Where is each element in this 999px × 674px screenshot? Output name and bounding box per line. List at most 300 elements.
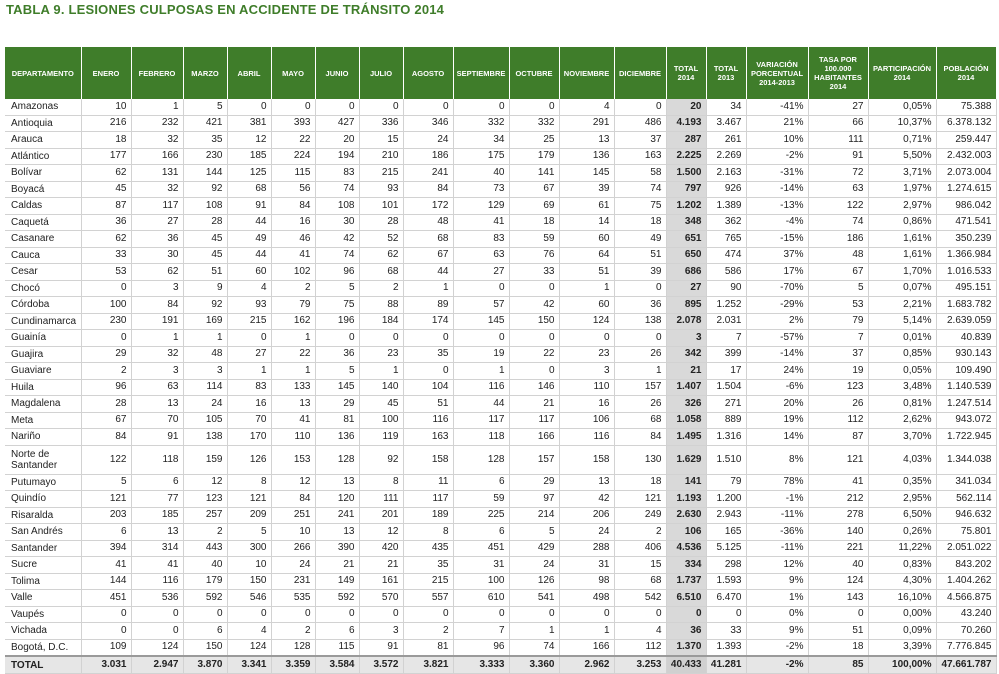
value-cell: 542 [614, 590, 666, 607]
value-cell: 37% [746, 247, 808, 264]
value-cell: 0 [81, 623, 131, 640]
value-cell: 40.839 [936, 330, 996, 347]
value-cell: 83 [227, 379, 271, 396]
value-cell: 13 [315, 524, 359, 541]
column-header: ENERO [81, 47, 131, 99]
value-cell: 278 [808, 507, 868, 524]
value-cell: 91 [808, 148, 868, 165]
value-cell: 140 [359, 379, 403, 396]
value-cell: 541 [509, 590, 559, 607]
value-cell: 63 [808, 181, 868, 198]
value-cell: 177 [81, 148, 131, 165]
value-cell: 62 [359, 247, 403, 264]
value-cell: 0 [81, 280, 131, 297]
value-cell: 610 [453, 590, 509, 607]
value-cell: 150 [509, 313, 559, 330]
total-2014-cell: 686 [666, 264, 706, 281]
value-cell: 2 [614, 524, 666, 541]
value-cell: 1.252 [706, 297, 746, 314]
value-cell: 81 [403, 639, 453, 656]
column-header: DEPARTAMENTO [5, 47, 81, 99]
value-cell: 1,70% [868, 264, 936, 281]
department-cell: Sucre [5, 557, 81, 574]
value-cell: 75 [315, 297, 359, 314]
column-header: NOVIEMBRE [559, 47, 614, 99]
value-cell: -6% [746, 379, 808, 396]
value-cell: 13 [131, 396, 183, 413]
value-cell: 10% [746, 132, 808, 149]
value-cell: 185 [227, 148, 271, 165]
value-cell: 41 [271, 247, 315, 264]
value-cell: 67 [808, 264, 868, 281]
column-header: TOTAL 2013 [706, 47, 746, 99]
value-cell: 13 [271, 396, 315, 413]
value-cell: 221 [808, 540, 868, 557]
value-cell: 157 [614, 379, 666, 396]
department-cell: Risaralda [5, 507, 81, 524]
value-cell: 586 [706, 264, 746, 281]
value-cell: 1 [403, 280, 453, 297]
column-header: OCTUBRE [509, 47, 559, 99]
department-cell: Vaupés [5, 606, 81, 623]
total-2014-cell: 40.433 [666, 656, 706, 674]
value-cell: 271 [706, 396, 746, 413]
value-cell: 18 [614, 214, 666, 231]
value-cell: 30 [131, 247, 183, 264]
value-cell: 5.125 [706, 540, 746, 557]
value-cell: 63 [131, 379, 183, 396]
value-cell: 13 [315, 474, 359, 491]
table-row [5, 540, 996, 557]
value-cell: 33 [509, 264, 559, 281]
total-2014-cell: 1.058 [666, 412, 706, 429]
value-cell: 150 [183, 639, 227, 656]
value-cell: 62 [81, 231, 131, 248]
department-cell: Córdoba [5, 297, 81, 314]
value-cell: 394 [81, 540, 131, 557]
value-cell: 0,83% [868, 557, 936, 574]
table-row [5, 639, 996, 656]
table-row [5, 573, 996, 590]
value-cell: 126 [509, 573, 559, 590]
value-cell: 2 [81, 363, 131, 380]
value-cell: 381 [227, 115, 271, 132]
value-cell: 0,85% [868, 346, 936, 363]
value-cell: 70 [131, 412, 183, 429]
value-cell: 210 [359, 148, 403, 165]
value-cell: 212 [808, 491, 868, 508]
value-cell: 2 [403, 623, 453, 640]
value-cell: 116 [131, 573, 183, 590]
value-cell: 21% [746, 115, 808, 132]
table-row [5, 590, 996, 607]
value-cell: 191 [131, 313, 183, 330]
value-cell: 0 [131, 606, 183, 623]
header-row [5, 47, 996, 99]
value-cell: -13% [746, 198, 808, 215]
value-cell: 3.870 [183, 656, 227, 674]
value-cell: 206 [559, 507, 614, 524]
value-cell: 0 [227, 330, 271, 347]
column-header: SEPTIEMBRE [453, 47, 509, 99]
column-header: PARTICIPACIÓN 2014 [868, 47, 936, 99]
value-cell: 34 [706, 99, 746, 115]
table-row [5, 429, 996, 446]
value-cell: 0 [453, 606, 509, 623]
value-cell: -31% [746, 165, 808, 182]
value-cell: 68 [359, 264, 403, 281]
value-cell: 0 [183, 606, 227, 623]
table-body [5, 99, 996, 674]
value-cell: 1 [559, 623, 614, 640]
value-cell: 158 [403, 445, 453, 474]
value-cell: 41.281 [706, 656, 746, 674]
value-cell: 92 [359, 445, 403, 474]
department-cell: Guaviare [5, 363, 81, 380]
value-cell: 1.316 [706, 429, 746, 446]
value-cell: 33 [81, 247, 131, 264]
value-cell: 495.151 [936, 280, 996, 297]
value-cell: 118 [131, 445, 183, 474]
table-row [5, 181, 996, 198]
value-cell: 105 [183, 412, 227, 429]
value-cell: 109 [81, 639, 131, 656]
department-cell: Caquetá [5, 214, 81, 231]
value-cell: 23 [559, 346, 614, 363]
value-cell: 17 [706, 363, 746, 380]
value-cell: -2% [746, 639, 808, 656]
value-cell: 0 [808, 606, 868, 623]
value-cell: 44 [227, 247, 271, 264]
value-cell: 2.163 [706, 165, 746, 182]
value-cell: 128 [271, 639, 315, 656]
value-cell: 1,61% [868, 231, 936, 248]
value-cell: 251 [271, 507, 315, 524]
value-cell: 2.031 [706, 313, 746, 330]
value-cell: 59 [509, 231, 559, 248]
value-cell: 75.801 [936, 524, 996, 541]
value-cell: 92 [183, 297, 227, 314]
value-cell: 13 [131, 524, 183, 541]
value-cell: 0 [271, 606, 315, 623]
value-cell: 12 [271, 474, 315, 491]
value-cell: 214 [509, 507, 559, 524]
value-cell: 6.470 [706, 590, 746, 607]
value-cell: 21 [315, 557, 359, 574]
table-row [5, 148, 996, 165]
value-cell: 68 [403, 231, 453, 248]
department-cell: Chocó [5, 280, 81, 297]
department-cell: Cauca [5, 247, 81, 264]
value-cell: 144 [81, 573, 131, 590]
value-cell: 76 [509, 247, 559, 264]
value-cell: 58 [614, 165, 666, 182]
value-cell: 74 [315, 181, 359, 198]
value-cell: 291 [559, 115, 614, 132]
value-cell: 4 [227, 280, 271, 297]
value-cell: 68 [614, 412, 666, 429]
value-cell: 1.344.038 [936, 445, 996, 474]
value-cell: 1 [509, 623, 559, 640]
value-cell: 3.359 [271, 656, 315, 674]
department-cell: Arauca [5, 132, 81, 149]
value-cell: 44 [227, 214, 271, 231]
value-cell: 5 [315, 280, 359, 297]
value-cell: 3 [183, 363, 227, 380]
value-cell: 53 [808, 297, 868, 314]
value-cell: 451 [81, 590, 131, 607]
value-cell: 109.490 [936, 363, 996, 380]
value-cell: 62 [81, 165, 131, 182]
value-cell: 98 [559, 573, 614, 590]
table-row [5, 264, 996, 281]
value-cell: 70 [227, 412, 271, 429]
column-header: MARZO [183, 47, 227, 99]
value-cell: 241 [403, 165, 453, 182]
value-cell: 51 [183, 264, 227, 281]
total-2014-cell: 1.495 [666, 429, 706, 446]
value-cell: 2.943 [706, 507, 746, 524]
value-cell: 121 [808, 445, 868, 474]
value-cell: 74 [509, 639, 559, 656]
value-cell: 194 [315, 148, 359, 165]
value-cell: 201 [359, 507, 403, 524]
table-row [5, 606, 996, 623]
value-cell: 2 [271, 623, 315, 640]
value-cell: 91 [227, 198, 271, 215]
value-cell: 3,48% [868, 379, 936, 396]
value-cell: 122 [81, 445, 131, 474]
value-cell: 39 [614, 264, 666, 281]
value-cell: 61 [559, 198, 614, 215]
value-cell: 16 [271, 214, 315, 231]
value-cell: 5 [808, 280, 868, 297]
value-cell: 24 [183, 396, 227, 413]
value-cell: 36 [315, 346, 359, 363]
table-row [5, 445, 996, 474]
value-cell: -29% [746, 297, 808, 314]
total-2014-cell: 342 [666, 346, 706, 363]
value-cell: -36% [746, 524, 808, 541]
value-cell: 13 [559, 132, 614, 149]
value-cell: 84 [271, 491, 315, 508]
value-cell: 41 [131, 557, 183, 574]
value-cell: -11% [746, 507, 808, 524]
value-cell: 91 [131, 429, 183, 446]
department-cell: Nariño [5, 429, 81, 446]
value-cell: 31 [559, 557, 614, 574]
table-number: TABLA 9. [6, 2, 65, 17]
value-cell: 45 [183, 247, 227, 264]
value-cell: 498 [559, 590, 614, 607]
value-cell: 57 [453, 297, 509, 314]
value-cell: 15 [614, 557, 666, 574]
value-cell: 22 [509, 346, 559, 363]
value-cell: 1 [131, 99, 183, 115]
value-cell: 83 [453, 231, 509, 248]
value-cell: 136 [559, 148, 614, 165]
value-cell: 1.504 [706, 379, 746, 396]
value-cell: 122 [808, 198, 868, 215]
table-row [5, 198, 996, 215]
value-cell: 8% [746, 445, 808, 474]
value-cell: 0 [403, 330, 453, 347]
value-cell: 209 [227, 507, 271, 524]
value-cell: 4,30% [868, 573, 936, 590]
value-cell: 0 [614, 280, 666, 297]
table-row [5, 297, 996, 314]
value-cell: 41 [271, 412, 315, 429]
value-cell: 6 [453, 474, 509, 491]
value-cell: 9 [183, 280, 227, 297]
department-cell: San Andrés [5, 524, 81, 541]
value-cell: 889 [706, 412, 746, 429]
value-cell: 5 [509, 524, 559, 541]
value-cell: 118 [453, 429, 509, 446]
value-cell: 40 [183, 557, 227, 574]
value-cell: 0 [315, 606, 359, 623]
department-cell: Amazonas [5, 99, 81, 115]
value-cell: 13 [559, 474, 614, 491]
value-cell: 69 [509, 198, 559, 215]
value-cell: 184 [359, 313, 403, 330]
total-2014-cell: 2.078 [666, 313, 706, 330]
total-2014-cell: 334 [666, 557, 706, 574]
value-cell: 0 [403, 363, 453, 380]
value-cell: 175 [453, 148, 509, 165]
table-row [5, 330, 996, 347]
department-cell: Cesar [5, 264, 81, 281]
value-cell: 84 [131, 297, 183, 314]
value-cell: 37 [614, 132, 666, 149]
value-cell: 172 [403, 198, 453, 215]
value-cell: 165 [706, 524, 746, 541]
value-cell: 40 [808, 557, 868, 574]
total-2014-cell: 106 [666, 524, 706, 541]
column-header: JULIO [359, 47, 403, 99]
value-cell: 75 [614, 198, 666, 215]
value-cell: 143 [808, 590, 868, 607]
value-cell: 124 [808, 573, 868, 590]
value-cell: 145 [559, 165, 614, 182]
department-cell: Putumayo [5, 474, 81, 491]
value-cell: 49 [614, 231, 666, 248]
total-2014-cell: 4.536 [666, 540, 706, 557]
value-cell: 158 [559, 445, 614, 474]
value-cell: 1.274.615 [936, 181, 996, 198]
value-cell: -14% [746, 181, 808, 198]
value-cell: 39 [559, 181, 614, 198]
department-cell: Atlántico [5, 148, 81, 165]
total-2014-cell: 895 [666, 297, 706, 314]
value-cell: 124 [131, 639, 183, 656]
value-cell: 6 [315, 623, 359, 640]
value-cell: 2 [183, 524, 227, 541]
value-cell: 30 [315, 214, 359, 231]
value-cell: 1 [453, 363, 509, 380]
value-cell: 67 [403, 247, 453, 264]
value-cell: 179 [509, 148, 559, 165]
value-cell: 257 [183, 507, 227, 524]
value-cell: 141 [509, 165, 559, 182]
value-cell: 0,00% [868, 606, 936, 623]
value-cell: 350.239 [936, 231, 996, 248]
table-row [5, 623, 996, 640]
value-cell: 0 [131, 623, 183, 640]
value-cell: 83 [315, 165, 359, 182]
value-cell: 0 [359, 330, 403, 347]
value-cell: 100,00% [868, 656, 936, 674]
value-cell: 0 [81, 606, 131, 623]
value-cell: 0,86% [868, 214, 936, 231]
value-cell: 153 [271, 445, 315, 474]
total-2014-cell: 20 [666, 99, 706, 115]
value-cell: 12 [359, 524, 403, 541]
value-cell: 85 [808, 656, 868, 674]
value-cell: 93 [359, 181, 403, 198]
value-cell: 12 [227, 132, 271, 149]
table-row [5, 491, 996, 508]
value-cell: 51 [403, 396, 453, 413]
value-cell: -14% [746, 346, 808, 363]
value-cell: 140 [808, 524, 868, 541]
value-cell: 471.541 [936, 214, 996, 231]
value-cell: 174 [403, 313, 453, 330]
value-cell: -1% [746, 491, 808, 508]
total-2014-cell: 3 [666, 330, 706, 347]
table-title [6, 2, 444, 22]
value-cell: 22 [271, 132, 315, 149]
value-cell: 6 [81, 524, 131, 541]
value-cell: 2.947 [131, 656, 183, 674]
value-cell: 24% [746, 363, 808, 380]
value-cell: 435 [403, 540, 453, 557]
value-cell: 2,62% [868, 412, 936, 429]
value-cell: 146 [509, 379, 559, 396]
value-cell: 474 [706, 247, 746, 264]
value-cell: 1.016.533 [936, 264, 996, 281]
value-cell: 117 [509, 412, 559, 429]
value-cell: 129 [453, 198, 509, 215]
value-cell: 144 [183, 165, 227, 182]
value-cell: 0 [359, 606, 403, 623]
value-cell: 24 [559, 524, 614, 541]
total-2014-cell: 1.629 [666, 445, 706, 474]
value-cell: 0,09% [868, 623, 936, 640]
value-cell: 115 [271, 165, 315, 182]
value-cell: 0 [453, 330, 509, 347]
value-cell: 114 [183, 379, 227, 396]
value-cell: 0,26% [868, 524, 936, 541]
table-row [5, 280, 996, 297]
value-cell: 49 [227, 231, 271, 248]
value-cell: 10 [227, 557, 271, 574]
value-cell: 5,50% [868, 148, 936, 165]
value-cell: 89 [403, 297, 453, 314]
value-cell: 946.632 [936, 507, 996, 524]
value-cell: 0,05% [868, 363, 936, 380]
value-cell: 92 [183, 181, 227, 198]
value-cell: 2.639.059 [936, 313, 996, 330]
value-cell: 121 [614, 491, 666, 508]
value-cell: 31 [453, 557, 509, 574]
value-cell: 186 [808, 231, 868, 248]
value-cell: 1.683.782 [936, 297, 996, 314]
value-cell: 0,35% [868, 474, 936, 491]
value-cell: 96 [315, 264, 359, 281]
value-cell: 986.042 [936, 198, 996, 215]
value-cell: 8 [403, 524, 453, 541]
